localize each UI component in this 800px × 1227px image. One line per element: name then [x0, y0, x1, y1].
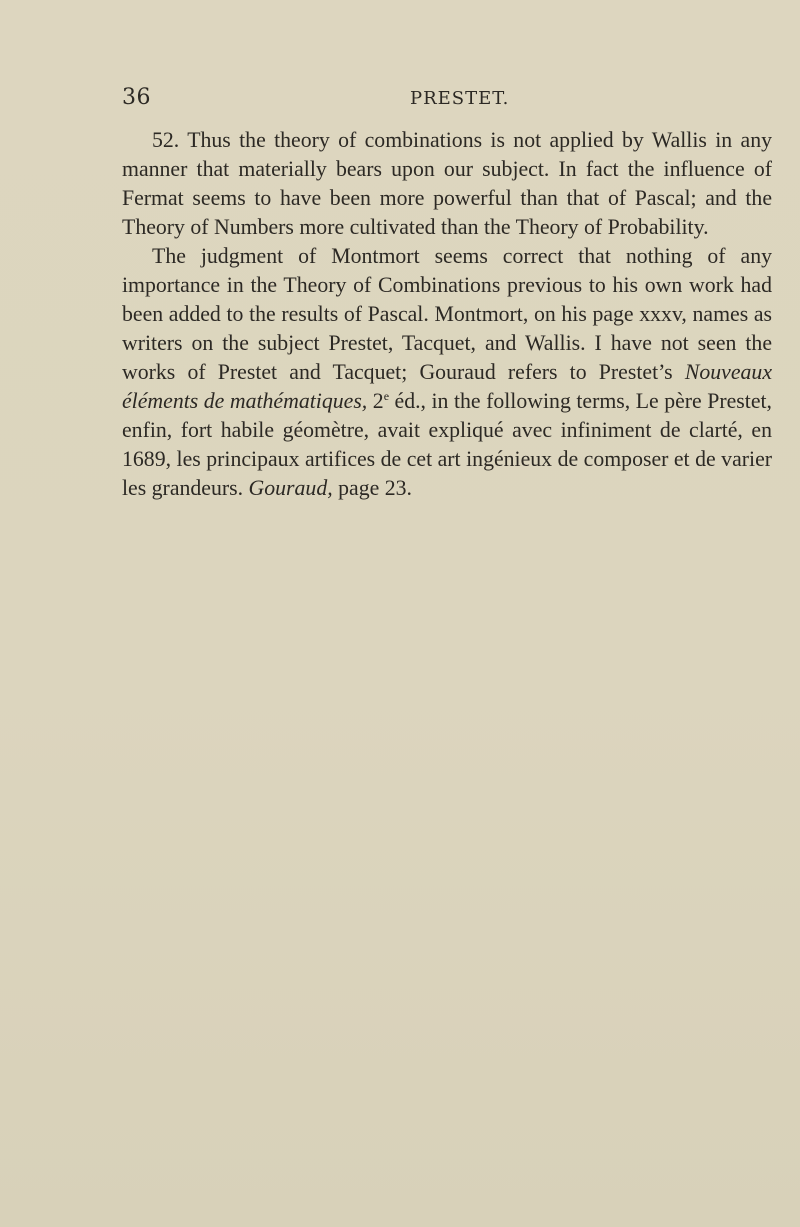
edition-number: 2: [372, 389, 384, 413]
citation-author: Gouraud,: [248, 476, 333, 500]
body-text: [122, 126, 772, 503]
citation-page: page 23.: [332, 476, 412, 500]
running-head: [122, 85, 770, 115]
paragraph-montmort-segment-1: The judgment of Montmort seems correct that nothing of any importance in the Theory of Combinations previous to his own work had been added to the results of Pascal. Montmort, on his page xxxv, names as writers on the subject Prestet, Tacquet, and Wallis. I have not seen the works of Prestet and Tacquet; Gouraud refers to Prestet’s: [122, 244, 772, 384]
paragraph-montmort: [122, 242, 772, 503]
running-title: PRESTET.: [410, 88, 510, 109]
paragraph-montmort-segment-2: éd., in the following terms, Le père Prestet, enfin, fort habile géomètre, avait expliqué avec infiniment de clarté, en 1689, les principaux artifices de cet art ingénieux de composer et de varier les grandeurs.: [122, 389, 772, 500]
paragraph-52-text: 52. Thus the theory of combinations is not applied by Wallis in any manner that materially bears upon our subject. In fact the influence of Fermat seems to have been more powerful than that of Pascal; and the Theory of Numbers more cultivated than the Theory of Probability.: [122, 128, 772, 239]
edition-superscript: e: [383, 389, 390, 403]
book-title: Nouveaux éléments de mathématiques,: [122, 360, 772, 413]
paragraph-52: [122, 126, 772, 242]
page-number: 36: [122, 85, 151, 110]
